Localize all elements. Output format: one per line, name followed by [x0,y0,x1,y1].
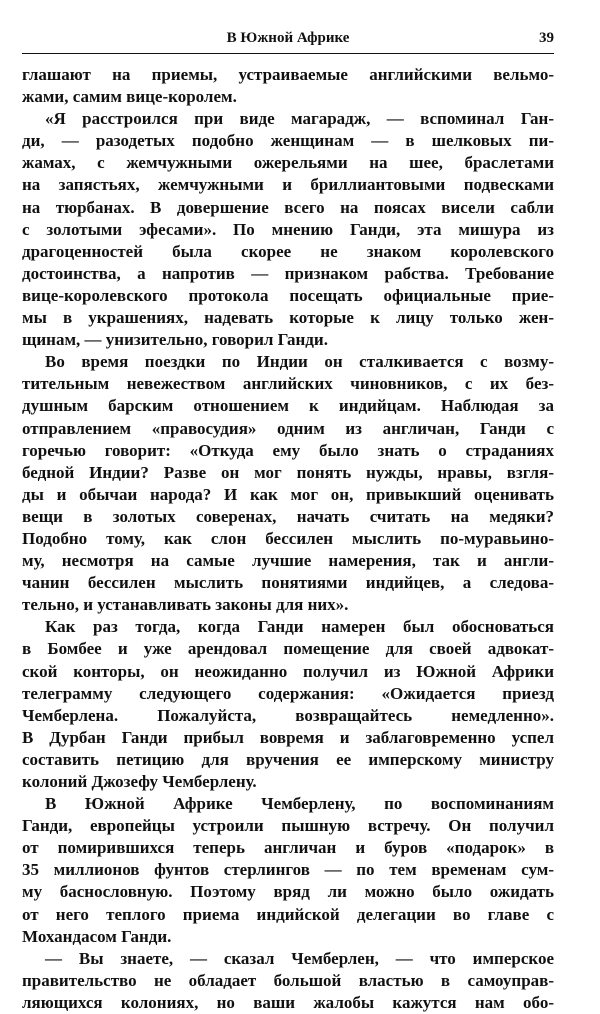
text-line: на запястьях, жемчужными и бриллиантовыми подвесками [22,175,554,195]
text-line: тельно, и устанавливать законы для них». [22,595,349,615]
text-line: горечью говорит: «Откуда ему было знать о страданиях [22,440,554,460]
chapter-title: В Южной Африке [226,30,350,46]
text-line: драгоценностей была скорее не знаком королевского [22,241,554,261]
text-line: в Бомбее и уже арендовал помещение для своей адвокат- [22,639,554,659]
text-line: на тюрбанах. В довершение всего на поясах висели сабли [22,197,554,217]
text-line: вещи в золотых соверенах, начать считать на медяки? [22,506,554,526]
running-header [22,29,554,54]
text-line: чанин бессилен мыслить понятиями индийцев, а следова- [22,573,554,593]
text-line: му, несмотря на самые лучшие намерения, так и англи- [22,551,554,571]
text-line: «Я расстроился при виде магарадж, — вспоминал Ган- [45,109,554,129]
text-line: от помирившихся теперь англичан и буров «подарок» в [22,838,554,858]
text-line: Во время поездки по Индии он сталкивается с возму- [45,352,554,372]
text-line: В Южной Африке Чемберлену, по воспоминаниям [45,794,554,814]
text-line: жамах, с жемчужными ожерельями на шее, браслетами [22,153,554,173]
text-line: мы в украшениях, надевать которые к лицу только жен- [22,308,554,328]
text-line: достоинства, а напротив — признаком рабства. Требование [22,263,554,283]
text-line: отправлением «правосудия» одним из англичан, Ганди с [22,418,554,438]
text-line: от него теплого приема индийской делегации во главе с [22,904,554,924]
text-line: телеграмму следующего содержания: «Ожидается приезд [22,683,554,703]
text-line: глашают на приемы, устраиваемые английскими вельмо- [22,65,554,84]
text-line: с золотыми эфесами». По мнению Ганди, эта мишура из [22,219,554,239]
text-line: Мохандасом Ганди. [22,926,172,946]
text-line: ди, — разодетых подобно женщинам — в шелковых пи- [22,131,554,151]
text-line: 35 миллионов фунтов стерлингов — по тем временам сум- [22,860,554,880]
text-line: колоний Джозефу Чемберлену. [22,772,257,791]
text-line: правительство не обладает большой властью в самоуправ- [22,970,554,990]
text-line: составить петицию для вручения ее имперскому министру [22,749,554,769]
text-line: Как раз тогда, когда Ганди намерен был обосноваться [45,617,554,637]
text-line: В Дурбан Ганди прибыл вовремя и заблаговременно успел [22,727,554,747]
text-line: тительным невежеством английских чиновников, с их без- [22,374,554,394]
text-line: бедной Индии? Разве он мог понять нужды, нравы, взгля- [22,462,554,482]
text-line: ды и обычаи народа? И как мог он, привыкший оценивать [22,484,554,504]
text-line: Чемберлена. Пожалуйста, возвращайтесь немедленно». [22,705,554,725]
text-line: ской конторы, он неожиданно получил из Южной Африки [22,661,554,681]
text-line: щинам, — унизительно, говорил Ганди. [22,330,328,350]
text-line: ляющихся колониях, но ваши жалобы кажутся нам обо- [22,992,554,1012]
body-text [22,64,554,1014]
text-line: Ганди, европейцы устроили пышную встречу. Он получил [22,816,554,836]
text-line: вице-королевского протокола посещать официальные прие- [22,285,554,305]
text-line: Подобно тому, как слон бессилен мыслить по-муравьино- [22,528,554,548]
text-line: му баснословную. Поэтому вряд ли можно было ожидать [22,882,554,902]
page-number: 39 [539,30,554,46]
text-line: душным барским отношением к индийцам. Наблюдая за [22,396,554,416]
text-line: жами, самим вице-королем. [22,87,237,107]
text-line: — Вы знаете, — сказал Чемберлен, — что имперское [45,948,554,968]
